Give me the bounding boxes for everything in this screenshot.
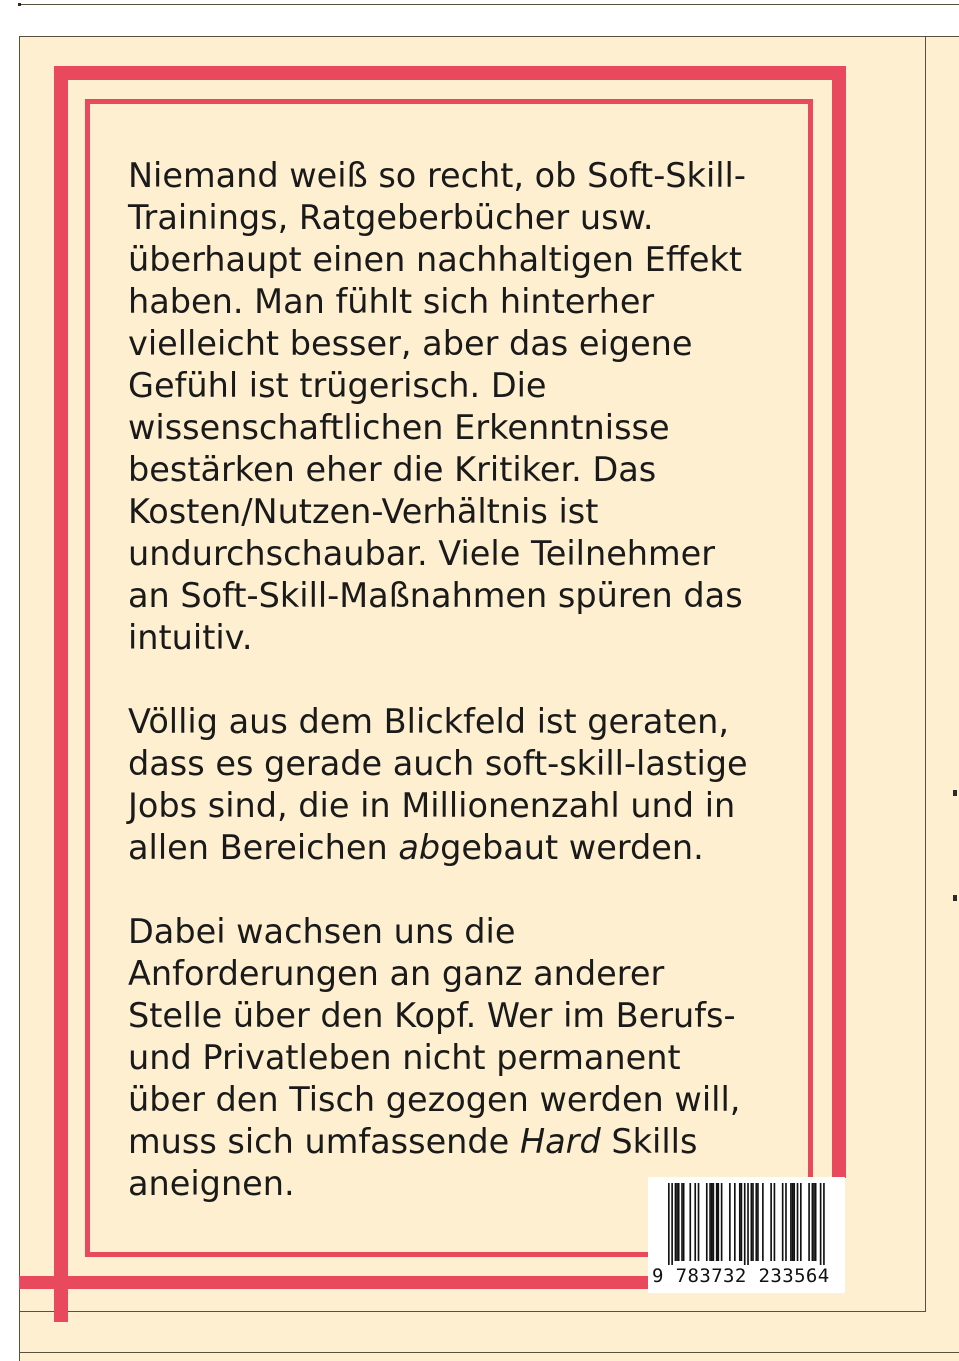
barcode-bar [751,1183,753,1261]
spine-tick-mark [953,790,957,796]
barcode-bar [820,1183,822,1265]
text-line: an Soft-Skill-Maßnahmen spüren das [128,576,743,615]
barcode-bar [683,1183,685,1261]
emphasis-text: ab [398,828,441,867]
text-line: dass es gerade auch soft-skill-lastige [128,744,748,783]
barcode-bar [782,1183,784,1261]
text-line: haben. Man fühlt sich hinterher [128,282,655,321]
text-line: Gefühl ist trügerisch. Die [128,366,547,405]
frame-outer-right [832,66,846,1178]
barcode-bar [785,1183,787,1261]
text-line: Trainings, Ratgeberbücher usw. [128,198,654,237]
text-line: muss sich umfassende [128,1122,520,1161]
text-line: Dabei wachsen uns die [128,912,516,951]
barcode-bar [734,1183,736,1261]
barcode-bar [813,1183,815,1261]
barcode-bar [752,1183,754,1261]
text-line: bestärken eher die Kritiker. Das [128,450,657,489]
barcode-bar [793,1183,795,1261]
text-line: Völlig aus dem Blickfeld ist geraten, [128,702,730,741]
barcode-bar [762,1183,764,1261]
barcode-bar [711,1183,713,1261]
barcode-bar [770,1183,772,1261]
barcode-bars [668,1183,843,1265]
text-line: intuitiv. [128,618,253,657]
barcode-bar [681,1183,683,1261]
barcode-bar [747,1183,749,1265]
barcode-bar [709,1183,711,1261]
barcode-bar [668,1183,670,1265]
text-line: Stelle über den Kopf. Wer im Berufs- [128,996,736,1035]
barcode-bar [721,1183,723,1261]
text-line: Jobs sind, die in Millionenzahl und in [128,786,736,825]
barcode-bar [729,1183,731,1261]
barcode-bar [823,1183,825,1265]
text-line: gebaut werden. [440,828,704,867]
text-line: Anforderungen an ganz anderer [128,954,665,993]
text-line: aneignen. [128,1164,295,1203]
spine-tick-mark [953,895,957,901]
barcode-bar [718,1183,720,1261]
barcode-bar [815,1183,817,1261]
isbn-barcode [648,1177,845,1293]
text-line: und Privatleben nicht permanent [128,1038,681,1077]
text-line: wissenschaftlichen Erkenntnisse [128,408,670,447]
barcode-bar [812,1183,814,1261]
barcode-bar [741,1183,743,1261]
text-line: Skills [600,1122,698,1161]
barcode-bar [713,1183,715,1261]
barcode-bar [689,1183,691,1261]
isbn-number: 9 783732 233564 [652,1265,830,1287]
barcode-bar [706,1183,708,1261]
barcode-bar [675,1183,677,1261]
frame-outer-left [54,66,68,1322]
barcode-bar [774,1183,776,1261]
text-line: vielleicht besser, aber das eigene [128,324,693,363]
frame-outer-bottom [19,1276,649,1289]
paragraph-2 [128,701,808,869]
barcode-bar [694,1183,696,1261]
barcode-bar [797,1183,799,1261]
barcode-bar [790,1183,792,1261]
barcode-bar [739,1183,741,1261]
back-cover-text [128,155,808,1205]
paragraph-1 [128,155,808,659]
text-line: undurchschaubar. Viele Teilnehmer [128,534,716,573]
barcode-bar [755,1183,757,1261]
text-line: über den Tisch gezogen werden will, [128,1080,741,1119]
barcode-bar [792,1183,794,1261]
barcode-bar [757,1183,759,1261]
barcode-bar [698,1183,700,1261]
barcode-bar [716,1183,718,1261]
barcode-bar [671,1183,673,1265]
frame-outer-top [54,66,846,80]
text-line: Kosten/Nutzen-Verhältnis ist [128,492,599,531]
paragraph-3 [128,911,808,1205]
text-line: Niemand weiß so recht, ob Soft-Skill- [128,156,746,195]
text-line: allen Bereichen [128,828,399,867]
barcode-bar [808,1183,810,1261]
emphasis-text: Hard [519,1122,601,1161]
barcode-bar [678,1183,680,1261]
barcode-bar [800,1183,802,1261]
text-line: überhaupt einen nachhaltigen Effekt [128,240,743,279]
barcode-bar [676,1183,678,1261]
barcode-bar [744,1183,746,1265]
